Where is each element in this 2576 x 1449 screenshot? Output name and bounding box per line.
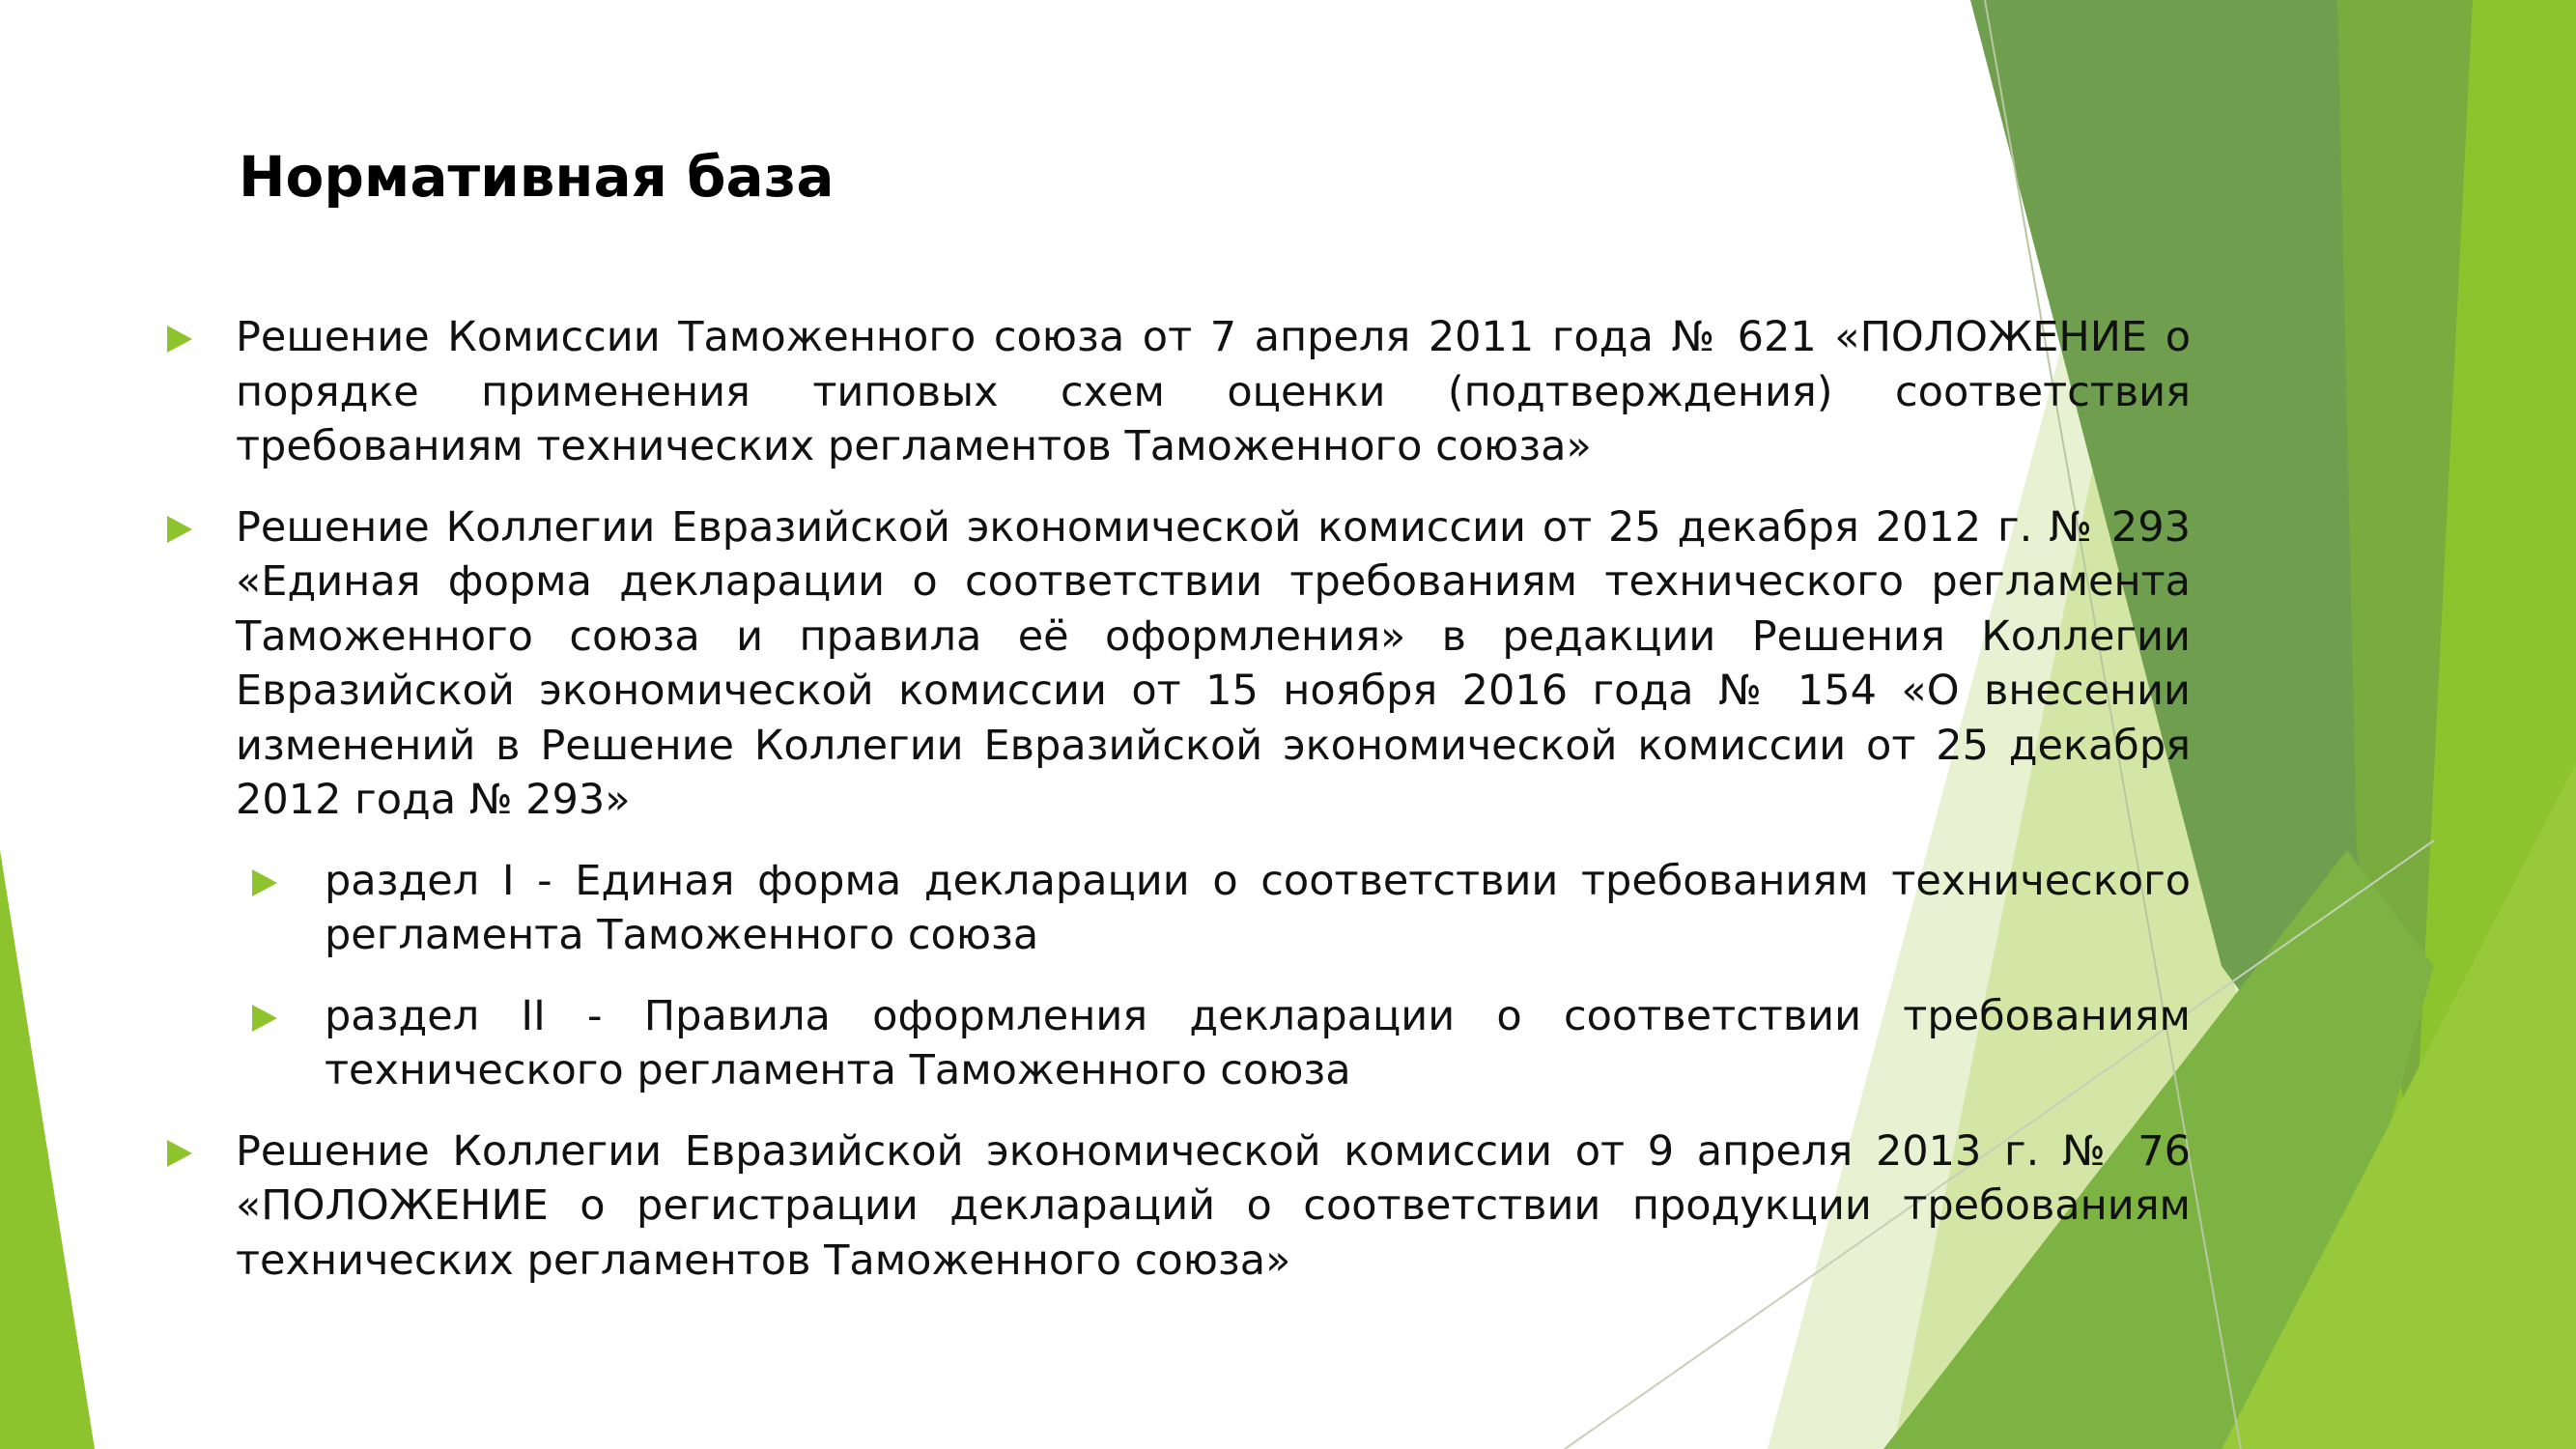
triangle-right-icon [167, 326, 192, 353]
triangle-right-icon [167, 1140, 192, 1167]
sub-list-item [245, 989, 2191, 1098]
list-item [162, 1124, 2191, 1289]
page-title: Нормативная база [239, 144, 835, 210]
list-item-text: Решение Комиссии Таможенного союза от 7 апреля 2011 года № 621 «ПОЛОЖЕНИЕ о порядке применения типовых схем оценки (подтверждения) соответствия требованиям технических регламентов Таможенного союза» [236, 313, 2191, 470]
list-item-text: Решение Коллегии Евразийской экономической комиссии от 9 апреля 2013 г. № 76 «ПОЛОЖЕНИЕ о регистрации деклараций о соответствии продукции требованиям технических регламентов Таможенного союза» [236, 1126, 2191, 1285]
sub-list-item [245, 854, 2191, 963]
list-item [162, 310, 2191, 474]
bullet-list [162, 310, 2191, 1314]
triangle-right-icon [167, 516, 192, 543]
sub-list-item-text: раздел II - Правила оформления декларации о соответствии требованиям технического регламента Таможенного союза [325, 991, 2191, 1094]
triangle-right-icon [252, 869, 277, 896]
list-item-text: Решение Коллегии Евразийской экономической комиссии от 25 декабря 2012 г. № 293 «Единая форма декларации о соответствии требованиям технического регламента Таможенного союза и правила её оформления» в редакции Решения Коллегии Евразийской экономической комиссии от 15 ноября 2016 года № 154 «О внесении изменений в Решение Коллегии Евразийской экономической комиссии от 25 декабря 2012 года № 293» [236, 502, 2191, 824]
list-item [162, 500, 2191, 828]
left-accent-shape [0, 850, 95, 1449]
triangle-right-icon [252, 1005, 277, 1032]
sub-list-item-text: раздел I - Единая форма декларации о соответствии требованиям технического регламента Таможенного союза [325, 856, 2191, 959]
